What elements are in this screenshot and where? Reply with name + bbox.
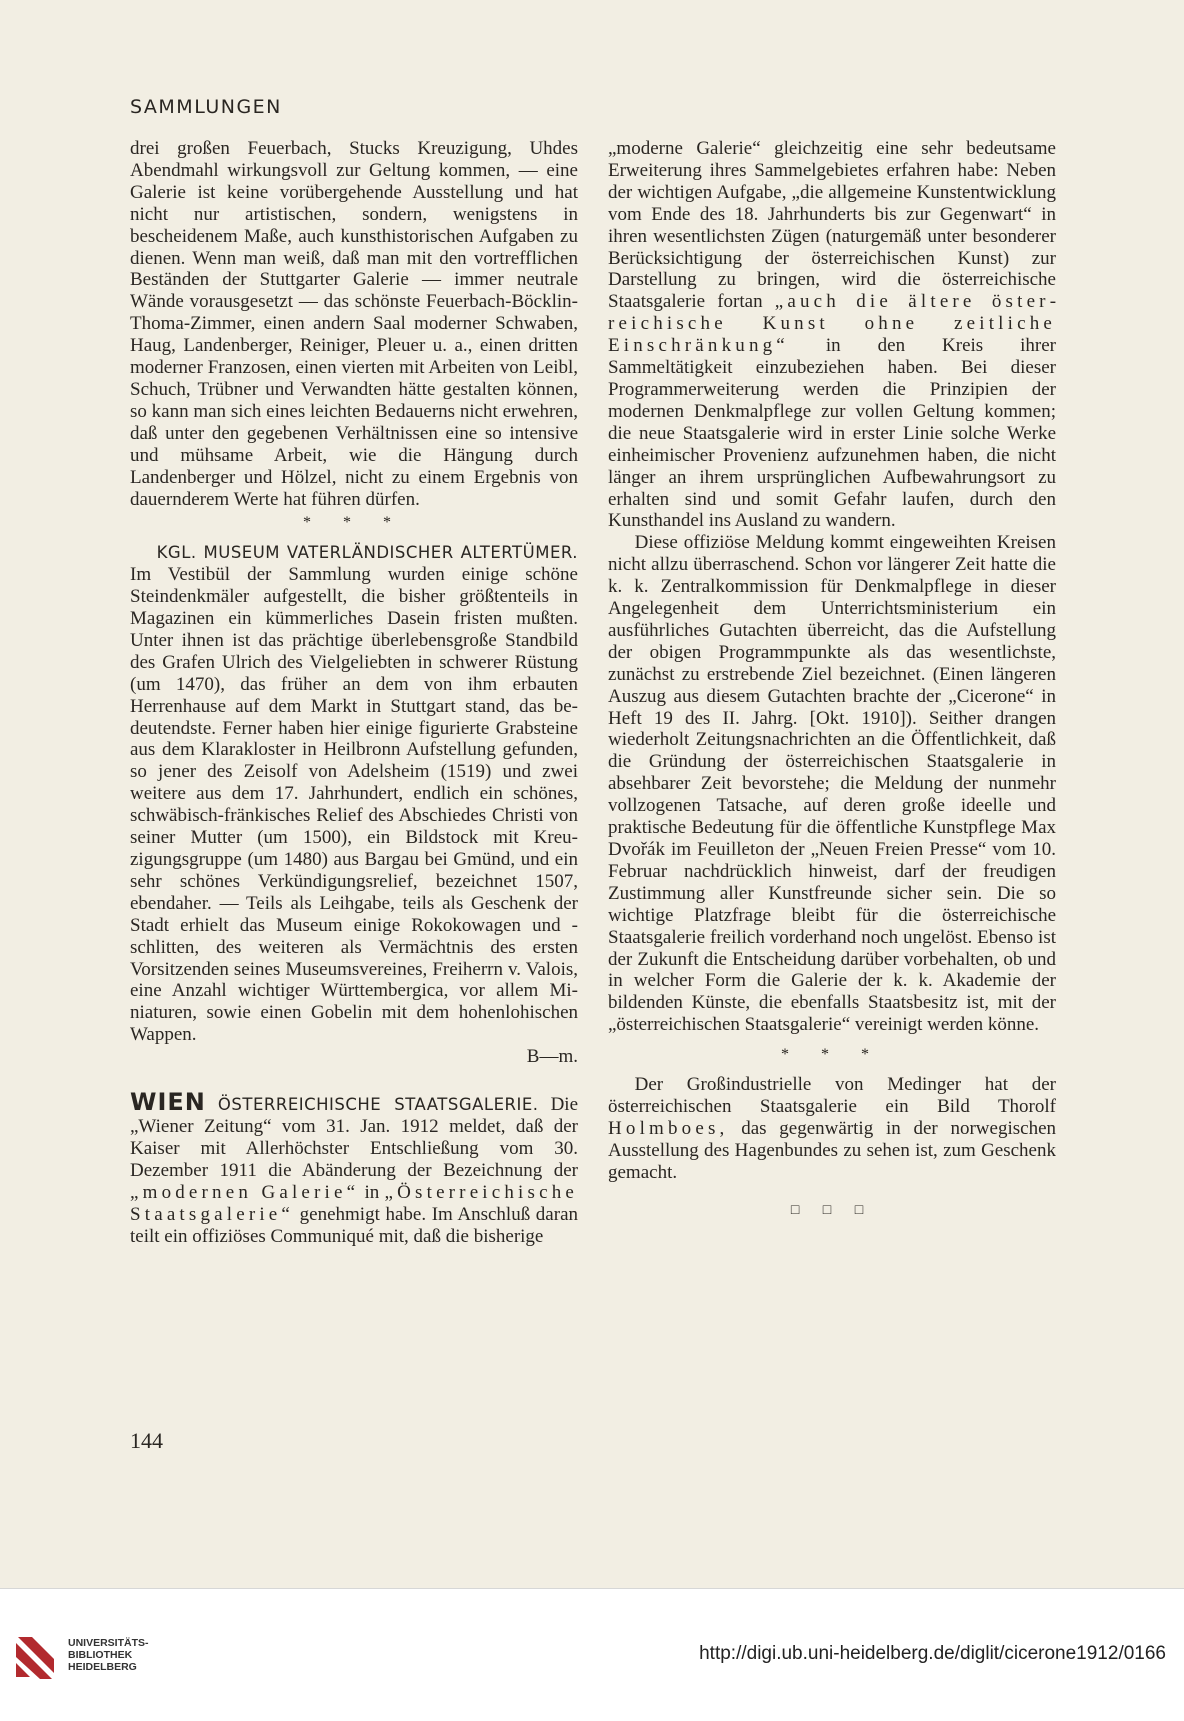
digitization-footer: [0, 1588, 1184, 1721]
paragraph-programm: [608, 138, 1056, 532]
paragraph-medinger: [608, 1074, 1056, 1184]
wien-spaced-modern-galerie: „modernen Galerie“: [130, 1181, 360, 1203]
museum-signature: B—m.: [526, 1046, 578, 1068]
wien-city-heading: WIEN: [130, 1088, 206, 1117]
medinger-body-a: Der Großindustrielle von Medinger hat der österreichischen Staatsgalerie ein Bild Thorolf: [608, 1074, 1056, 1117]
programm-spaced-phrase: „auch die ältere österreichische Kunst ohne zeitliche Einschränkung“: [608, 291, 1057, 357]
wien-body-c: genehmigt habe. Im Anschluß daran teilt ein offiziöses Communiqué mit, daß die bisherige: [130, 1203, 579, 1247]
running-header: SAMMLUNGEN: [130, 96, 282, 118]
library-name: UNIVERSITÄTS- BIBLIOTHEK HEIDELBERG: [68, 1637, 149, 1673]
page-number: 144: [130, 1428, 163, 1453]
museum-body: Im Vestibül der Sammlung wurden einige schöne Steindenkmäler aufgestellt, die bisher größtenteils in Magazinen ein kümmerliches Dasein fristen mußten. Unter ihnen ist das prächtige überlebensgroße Standbild des Grafen Ulrich des Vielgeliebten in schwerer Rüstung (um 1470), das früher an dem von ihm erbauten Herrenhause auf dem Markt in Stuttgart stand, das bedeutendste. Ferner haben hier einige figurierte Grabsteine aus dem Klarakloster in Heilbronn Aufstellung gefunden, so jener des Zeisolf von Adelsheim (1519) und zwei weitere aus dem 17. Jahrhundert, endlich ein schönes, schwäbisch-fränkisches Relief des Abschiedes Christi von seiner Mutter (um 1500), ein Bildstock mit Kreuzigungsgruppe (um 1480) aus Bargau bei Gmünd, und ein sehr schönes Verkündigungsrelief, bezeichnet 1507, ebendaher. — Teils als Leihgabe, teils als Geschenk der Stadt erhielt das Museum einige Rokokowagen und -schlitten, des weiteren als Vermächtnis des ersten Vorsitzenden seines Museumsvereines, Freiherrn v. Valois, eine Anzahl wichtiger Württembergica, vor allem Miniaturen, sowie einen Gobelin mit dem hohenlohischen Wappen.: [130, 564, 578, 1046]
paragraph-museum: [130, 542, 578, 1046]
right-column: [608, 138, 1056, 1222]
source-url-link[interactable]: http://digi.ub.uni-heidelberg.de/diglit/cicerone1912/0166: [699, 1643, 1166, 1664]
end-mark: □ □ □: [790, 1202, 874, 1218]
section-divider: * * *: [303, 514, 405, 532]
wien-body-a: Die „Wiener Zeitung“ vom 31. Jan. 1912 meldet, daß der Kaiser mit Allerhöchster Entschließung vom 30. Dezember 1911 die Abänderung der Bezeichnung der: [130, 1094, 578, 1181]
wien-spaced-staatsgalerie: „Österreichische Staatsgalerie“: [130, 1181, 578, 1225]
programm-body-a: „moderne Galerie“ gleichzeitig eine sehr bedeutsame Erweiterung ihres Sammelgebietes erfahren habe: Neben der wichtigen Aufgabe, „die allgemeine Kunstentwicklung vom Ende des 18. Jahrhunderts bis zur Gegenwart“ in ihren wesentlichsten Zügen (naturgemäß unter besonderer Berücksichtigung der österreichischen Kunst) zur Darstellung zu bringen, wird die österreichische Staatsgalerie fortan: [608, 138, 1056, 313]
paragraph-stuttgart-galerie: drei großen Feuerbach, Stucks Kreuzigung, Uhdes Abendmahl wirkungsvoll zur Geltung kommen, — eine Galerie ist keine vorübergehende Ausstellung und hat nicht nur artistischen, sondern, wenigstens in bescheidenem Maße, auch kunsthistorischen Aufgaben zu dienen. Wenn man weiß, daß man mit den vortrefflichen Beständen der Stuttgarter Galerie — immer neutrale Wände vorausgesetzt — das schönste Feuerbach-Böcklin-Thoma-Zimmer, einen andern Saal moderner Schwaben, Haug, Landenberger, Reiniger, Pleuer u. a., einen dritten moderner Franzosen, einen vierten mit Arbeiten von Leibl, Schuch, Trübner und Verwandten hätte gestalten können, so kann man sich eines leichten Bedauerns nicht erwehren, daß unter den gegebenen Verhältnissen eine so intensive und mühsame Arbeit, wie die Hängung durch Landenberger und Hölzel, nicht zu einem Ergebnis von dauernderem Werte hat führen dürfen.: [130, 138, 578, 510]
programm-body-b: in den Kreis ihrer Sammeltätigkeit einzubeziehen haben. Bei dieser Programmerweiterung werden die Prinzipien der modernen Denkmalpflege zur vollen Geltung kommen; die neue Staatsgalerie wird in erster Linie solche Werke einheimischer Provenienz aufzunehmen haben, die nicht länger an ihrem ursprünglichen Aufbewahrungsort zu erhalten sind und somit Gefahr laufen, durch den Kunsthandel ins Ausland zu wandern.: [608, 335, 1057, 532]
wien-body-b: in: [364, 1181, 380, 1203]
medinger-body-b: das gegenwärtig in der norwegischen Ausstellung des Hagenbundes zu sehen ist, zum Geschenk gemacht.: [608, 1117, 1057, 1183]
left-column: [130, 138, 578, 1247]
medinger-spaced-name: Holmboes,: [608, 1117, 729, 1139]
paragraph-meldung: Diese offiziöse Meldung kommt eingeweihten Kreisen nicht allzu überraschend. Schon vor längerer Zeit hatte die k. k. Zentralkommission für Denkmalpflege in dieser Angelegenheit dem Unterrichtsministerium ein ausführliches Gutachten überreicht, das die Aufstellung der obigen Programmpunkte als das wesentlichste, zunächst zu erstrebende Ziel bezeichnet. (Einen längeren Auszug aus diesem Gutachten brachte der „Cicerone“ in Heft 19 des II. Jahrg. [Okt. 1910]). Seither drangen wiederholt Zeitungsnachrichten an die Öffentlichkeit, daß die Gründung der österreichischen Staatsgalerie in absehbarer Zeit bevorstehe; die Meldung der nunmehr vollzogenen Tatsache, auf deren große ideelle und praktische Bedeutung für die öffentliche Kunstpflege Max Dvořák im Feuilleton der „Neuen Freien Presse“ vom 10. Februar nachdrücklich hinweist, darf der freudigen Zustimmung aller Kunstfreunde sicher sein. Die so wichtige Platzfrage bleibt für die österreichische Staatsgalerie freilich vorderhand noch ungelöst. Ebenso ist der Zukunft die Entscheidung darüber vorbehalten, ob und in welcher Form die Galerie der k. k. Akademie der bildenden Künste, die ebenfalls Staatsbesitz ist, mit der „österreichischen Staatsgalerie“ vereinigt werden könne.: [608, 532, 1056, 1036]
museum-signature-line: [130, 1046, 578, 1068]
section-divider-right: * * *: [781, 1046, 883, 1064]
wien-section-heading: ÖSTERREICHISCHE STAATSGALERIE.: [217, 1095, 539, 1115]
paragraph-wien: [130, 1088, 579, 1247]
library-logo-icon: [12, 1633, 60, 1681]
museum-heading: KGL. MUSEUM VATERLÄNDISCHER ALTERTÜMER.: [156, 543, 578, 563]
